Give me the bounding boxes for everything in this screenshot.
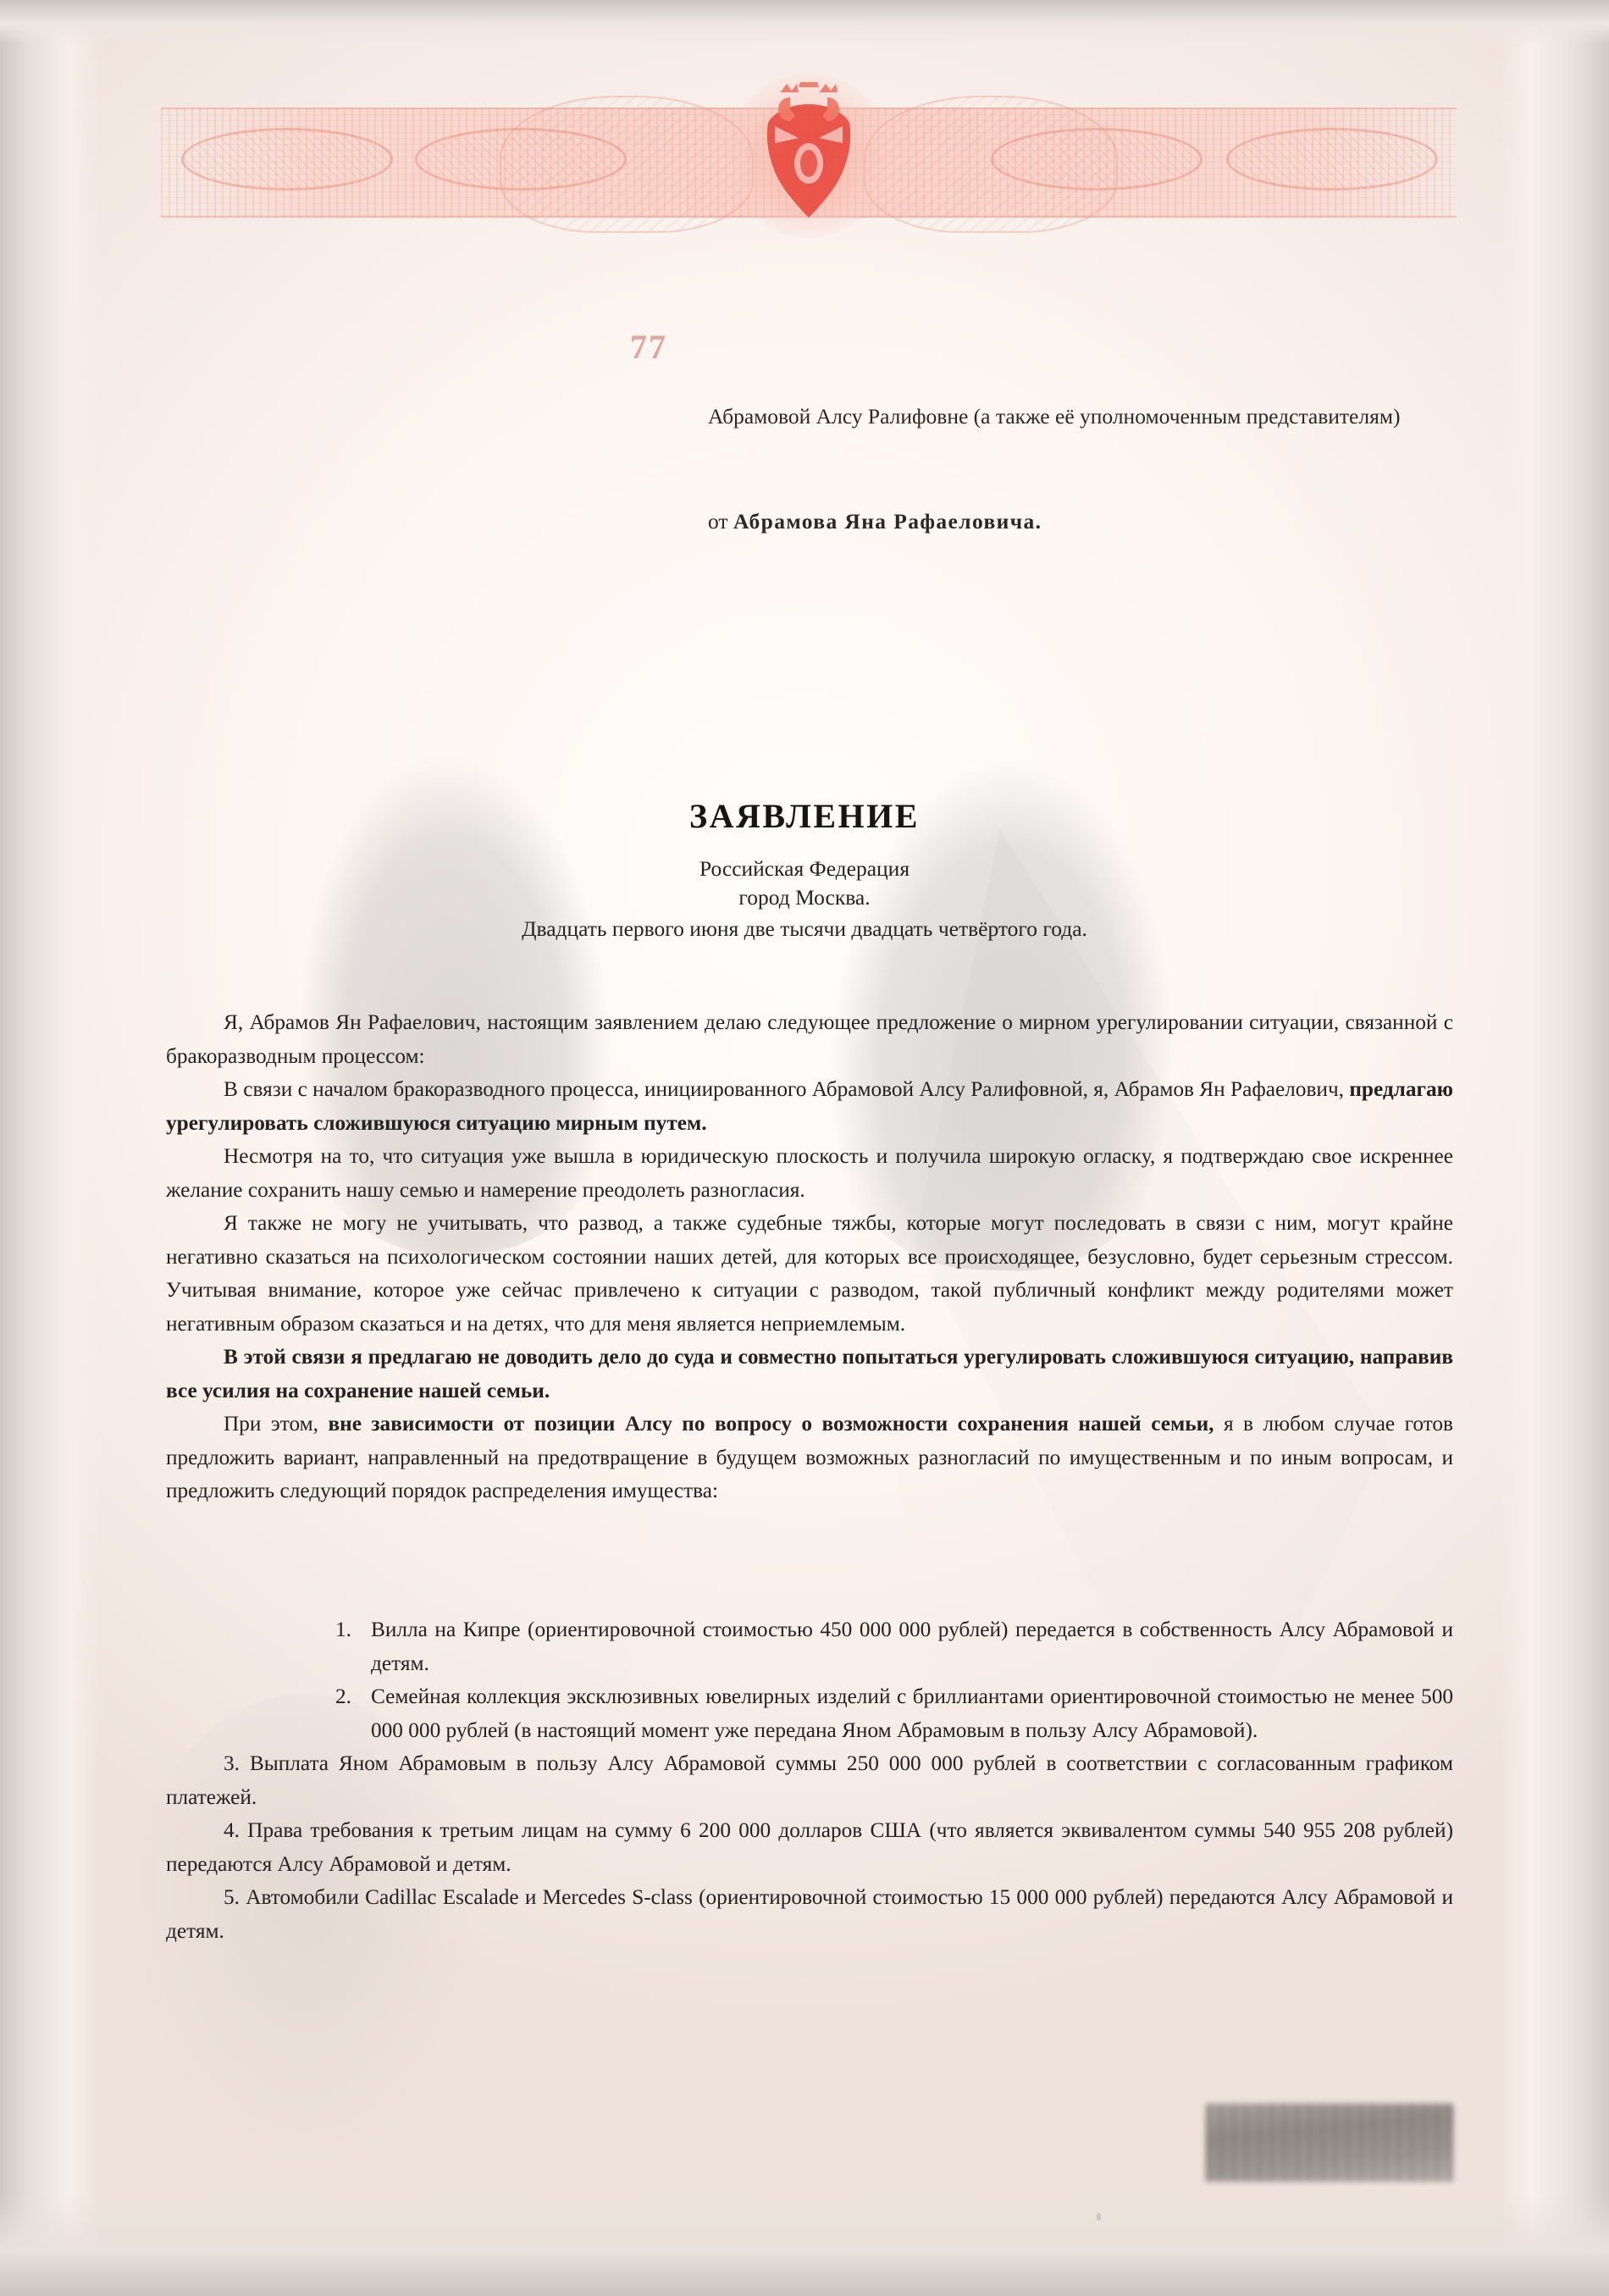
from-name: Абрамова Яна Рафаеловича.: [733, 509, 1042, 534]
country-line: Российская Федерация: [699, 856, 910, 881]
document-title: ЗАЯВЛЕНИЕ: [689, 797, 920, 835]
addressee-block: Абрамовой Алсу Ралифовне (а также её уполномоченным представителям): [708, 404, 1401, 429]
body-paragraph: [166, 1408, 1453, 1508]
property-list-item: 5. Автомобили Cadillac Escalade и Mercedes S-class (ориентировочной стоимостью 15 000 000 рублей) передаются Алсу Абрамовой и детям.: [166, 1885, 1453, 1943]
property-list-item: [335, 1680, 1453, 1747]
date-line: Двадцать первого июня две тысячи двадцать четвёртого года.: [522, 916, 1087, 941]
property-item-text: Вилла на Кипре (ориентировочной стоимостью 450 000 000 рублей) передается в собственность Алсу Абрамовой и детям.: [371, 1618, 1453, 1675]
letterhead-ornament: [161, 47, 1457, 258]
body-paragraph: [166, 1006, 1453, 1073]
property-list-item: [335, 1613, 1453, 1680]
body-paragraph: [166, 1073, 1453, 1140]
page-marker: 77: [630, 328, 667, 366]
body-paragraph: [166, 1341, 1453, 1408]
from-prefix: от: [708, 509, 728, 534]
property-item-text: Семейная коллекция эксклюзивных ювелирных изделий с бриллиантами ориентировочной стоимостью не менее 500 000 000 рублей (в настоящий момент уже передана Яном Абрамовым в пользу Алсу Абрамовой).: [371, 1685, 1453, 1742]
letterhead-oval-ornament: [1226, 128, 1438, 191]
document-body: [166, 1006, 1453, 1508]
text-run: Я, Абрамов Ян Рафаелович, настоящим заявлением делаю следующее предложение о мирном урегулировании ситуации, связанной с бракоразводным процессом:: [166, 1010, 1453, 1068]
double-headed-eagle-emblem-icon: [703, 64, 915, 248]
from-block: [708, 506, 1504, 537]
text-run: При этом,: [224, 1412, 329, 1436]
property-list-item: 3. Выплата Яном Абрамовым в пользу Алсу Абрамовой суммы 250 000 000 рублей в соответствии с согласованным графиком платежей.: [166, 1751, 1453, 1809]
letterhead-oval-ornament: [181, 128, 393, 191]
emphasis-run: вне зависимости от позиции Алсу по вопросу о возможности сохранения нашей семьи,: [328, 1412, 1214, 1436]
property-distribution-list: [166, 1613, 1453, 1948]
property-item-number: 1.: [335, 1618, 351, 1641]
title-block: [169, 796, 1440, 943]
city-line: город Москва.: [738, 885, 871, 910]
property-item-number: 2.: [335, 1685, 351, 1708]
text-run: Я также не могу не учитывать, что развод, а также судебные тяжбы, которые могут последовать в связи с ним, могут крайне негативно сказаться на психологическом состоянии наших детей, для которых все происходящее, безусловно, будет серьезным стрессом. Учитывая внимание, которое уже сейчас привлечено к ситуации с разводом, такой публичный конфликт между родителями может негативным образом сказаться и на детях, что для меня является неприемлемым.: [166, 1211, 1453, 1336]
scan-speck: [1097, 2213, 1101, 2221]
property-list-item: 4. Права требования к третьим лицам на сумму 6 200 000 долларов США (что является эквивалентом суммы 540 955 208 рублей) передаются Алсу Абрамовой и детям.: [166, 1818, 1453, 1876]
text-run: я в любом случае готов предложить вариант, направленный на предотвращение в будущем возможных разногласий по имущественным и по иным вопросам, и предложить следующий порядок распределения имущества:: [166, 1412, 1453, 1502]
body-paragraph: [166, 1140, 1453, 1207]
body-paragraph: [166, 1207, 1453, 1341]
redacted-block-texture: [1206, 2104, 1453, 2182]
text-run: В связи с началом бракоразводного процесса, инициированного Абрамовой Алсу Ралифовной, я, Абрамов Ян Рафаелович,: [224, 1077, 1350, 1101]
emphasis-run: В этой связи я предлагаю не доводить дело до суда и совместно попытаться урегулировать сложившуюся ситуацию, направив все усилия на сохранение нашей семьи.: [166, 1345, 1453, 1402]
emphasis-run: предлагаю урегулировать сложившуюся ситуацию мирным путем.: [166, 1077, 1453, 1135]
text-run: Несмотря на то, что ситуация уже вышла в юридическую плоскость и получила широкую огласку, я подтверждаю свое искреннее желание сохранить нашу семью и намерение преодолеть разногласия.: [166, 1144, 1453, 1202]
